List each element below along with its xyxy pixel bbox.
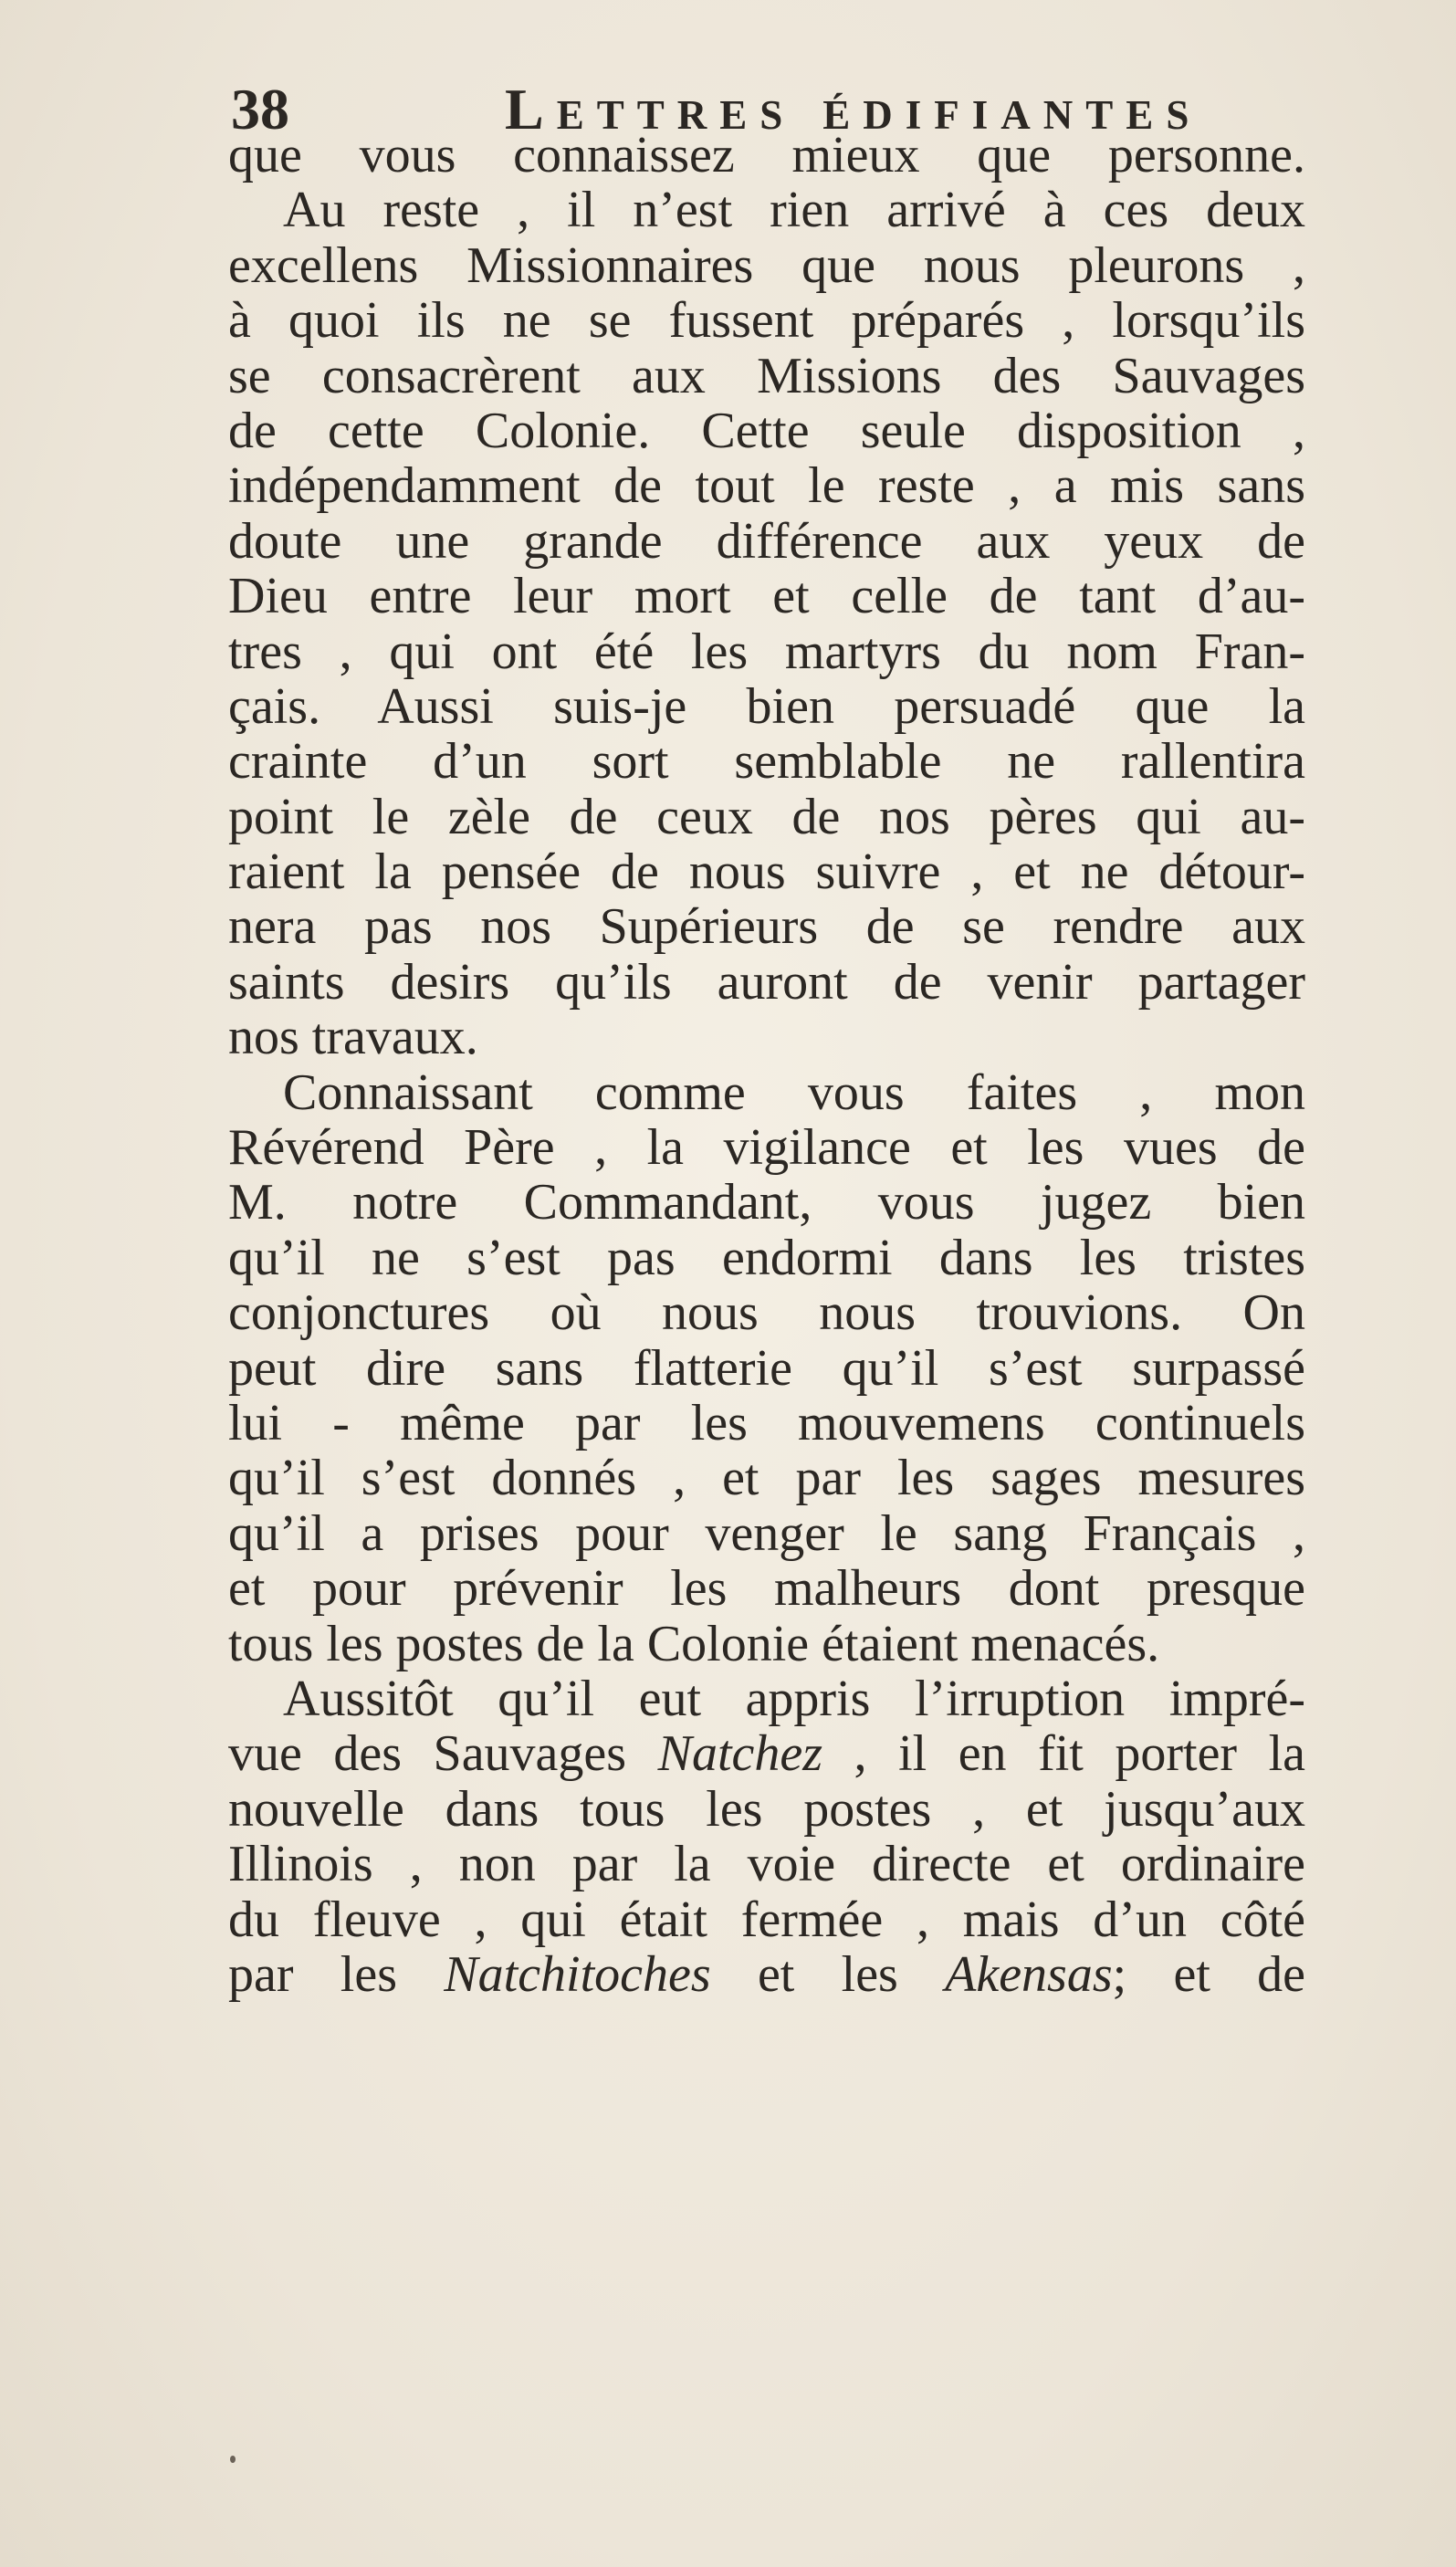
text-line: excellens Missionnaires que nous pleurons , [228, 236, 1305, 294]
italic-name-akensas: Akensas [945, 1945, 1113, 2003]
text-line: à quoi ils ne se fussent préparés , lorsqu’ils [228, 292, 1305, 350]
text-line: M. notre Commandant, vous jugez bien [228, 1174, 1305, 1231]
text-line: raient la pensée de nous suivre , et ne détour- [228, 843, 1305, 901]
text-line: tres , qui ont été les martyrs du nom Fran- [228, 623, 1305, 680]
text-line: saints desirs qu’ils auront de venir partager [228, 953, 1305, 1011]
text-line: Révérend Père , la vigilance et les vues de [228, 1119, 1305, 1177]
paragraph-start-line: Au reste , il n’est rien arrivé à ces deux [283, 182, 1305, 239]
text-segment: vue des Sauvages [228, 1725, 627, 1783]
text-line: que vous connaissez mieux que personne. [228, 127, 1305, 183]
text-line: crainte d’un sort semblable ne rallentira [228, 733, 1305, 791]
text-line: nouvelle dans tous les postes , et jusqu’aux [228, 1780, 1305, 1838]
text-line: qu’il a prises pour venger le sang Français , [228, 1504, 1305, 1562]
body-text [228, 128, 1305, 2002]
text-line: de cette Colonie. Cette seule disposition , [228, 402, 1305, 459]
text-line: du fleuve , qui était fermée , mais d’un côté [228, 1891, 1305, 1948]
text-line: conjonctures où nous nous trouvions. On [228, 1284, 1305, 1342]
paragraph-start-line: Connaissant comme vous faites , mon [283, 1063, 1305, 1121]
text-line: indépendamment de tout le reste , a mis sans [228, 457, 1305, 515]
text-segment: , il en fit porter la [854, 1725, 1306, 1783]
text-line: Dieu entre leur mort et celle de tant d’au- [228, 568, 1305, 625]
italic-name-natchitoches: Natchitoches [444, 1945, 711, 2003]
text-segment: ; et de [1112, 1945, 1306, 2003]
paragraph-end-line: tous les postes de la Colonie étaient menacés. [228, 1615, 1160, 1672]
text-line: se consacrèrent aux Missions des Sauvages [228, 347, 1305, 404]
text-line: qu’il s’est donnés , et par les sages mesures [228, 1450, 1305, 1507]
text-line: lui - même par les mouvemens continuels [228, 1394, 1305, 1451]
text-line: çais. Aussi suis-je bien persuadé que la [228, 677, 1305, 735]
text-line: doute une grande différence aux yeux de [228, 512, 1305, 570]
running-title: Lettres édifiantes [505, 77, 1202, 141]
text-segment: par les [228, 1945, 397, 2003]
text-line [228, 1726, 1305, 1781]
ink-speck [230, 2456, 236, 2463]
italic-name-natchez: Natchez [657, 1725, 823, 1783]
text-line: peut dire sans flatterie qu’il s’est surpassé [228, 1339, 1305, 1397]
page-number: 38 [231, 77, 289, 141]
text-line: Illinois , non par la voie directe et ordinaire [228, 1836, 1305, 1893]
paragraph-start-line: Aussitôt qu’il eut appris l’irruption impré- [283, 1670, 1305, 1727]
text-line: nera pas nos Supérieurs de se rendre aux [228, 898, 1305, 956]
text-line: et pour prévenir les malheurs dont presque [228, 1560, 1305, 1618]
text-line: point le zèle de ceux de nos pères qui au- [228, 788, 1305, 845]
text-segment: et les [757, 1945, 898, 2003]
text-line: qu’il ne s’est pas endormi dans les tristes [228, 1229, 1305, 1286]
text-line [228, 1947, 1305, 2002]
paragraph-end-line: nos travaux. [228, 1009, 478, 1066]
